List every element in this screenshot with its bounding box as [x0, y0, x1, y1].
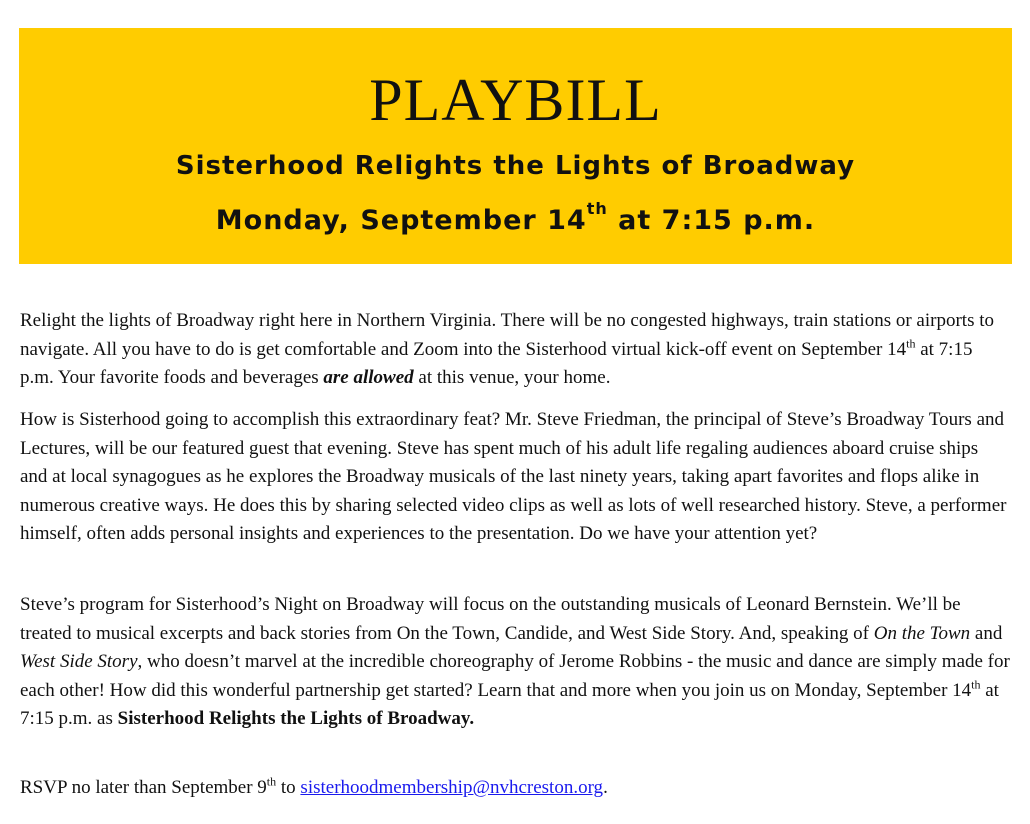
intro-paragraph: [20, 307, 1010, 393]
rsvp-text-3: .: [603, 777, 608, 798]
intro-text-2: at 7:15 p.m. Your favorite foods and beverages: [20, 338, 973, 388]
event-date-prefix: Monday, September 14: [215, 205, 587, 236]
program-sup: th: [971, 677, 981, 692]
rsvp-text-2: to: [276, 777, 301, 798]
playbill-banner: [19, 28, 1012, 264]
intro-text-3: at this venue, your home.: [413, 367, 611, 388]
speaker-paragraph: How is Sisterhood going to accomplish this extraordinary feat? Mr. Steve Friedman, the principal of Steve’s Broadway Tours and Lectures, will be our featured guest that evening. Steve has spent much of his adult life regaling audiences aboard cruise ships and at local synagogues as he explores the Broadway musicals of the last ninety years, taking apart favorites and flops alike in numerous creative ways. He does this by sharing selected video clips as well as lots of well researched history. Steve, a performer himself, often adds personal insights and experiences to the presentation. Do we have your attention yet?: [20, 409, 1007, 544]
program-text-1: Steve’s program for Sisterhood’s Night on Broadway will focus on the outstanding musicals of Leonard Bernstein. We’ll be treated to musical excerpts and back stories from On the Town, Candide, and West Side Story. And, speaking of: [20, 594, 961, 644]
event-date: [19, 199, 1012, 237]
intro-text-1: Relight the lights of Broadway right here in Northern Virginia. There will be no congested highways, train stations or airports to navigate. All you have to do is get comfortable and Zoom into the Sisterhood virtual kick-off event on September 14: [20, 310, 995, 360]
rsvp-paragraph: [20, 774, 1010, 803]
program-italic-2: West Side Story: [20, 651, 138, 672]
program-text-4: at 7:15 p.m. as: [20, 679, 999, 729]
program-text-3: , who doesn’t marvel at the incredible choreography of Jerome Robbins - the music and dance are simply made for each other! How did this wonderful partnership get started? Learn that and more when you join us on Monday, September 14: [20, 651, 1010, 701]
rsvp-text-1: RSVP no later than September 9: [20, 777, 267, 798]
banner-title: PLAYBILL: [369, 67, 662, 133]
event-date-time: at 7:15 p.m.: [607, 205, 816, 236]
event-date-suffix-sup: th: [586, 199, 608, 218]
program-bold: Sisterhood Relights the Lights of Broadway.: [117, 708, 475, 729]
event-title: Sisterhood Relights the Lights of Broadway: [175, 151, 856, 181]
program-text-2: and: [970, 622, 1003, 644]
rsvp-email-link[interactable]: sisterhoodmembership@nvhcreston.org: [300, 777, 604, 798]
rsvp-sup: th: [266, 774, 277, 789]
program-paragraph: [20, 591, 1010, 734]
intro-sup: th: [906, 336, 916, 351]
program-italic-1: On the Town: [873, 622, 971, 644]
intro-emphasis: are allowed: [323, 367, 414, 388]
